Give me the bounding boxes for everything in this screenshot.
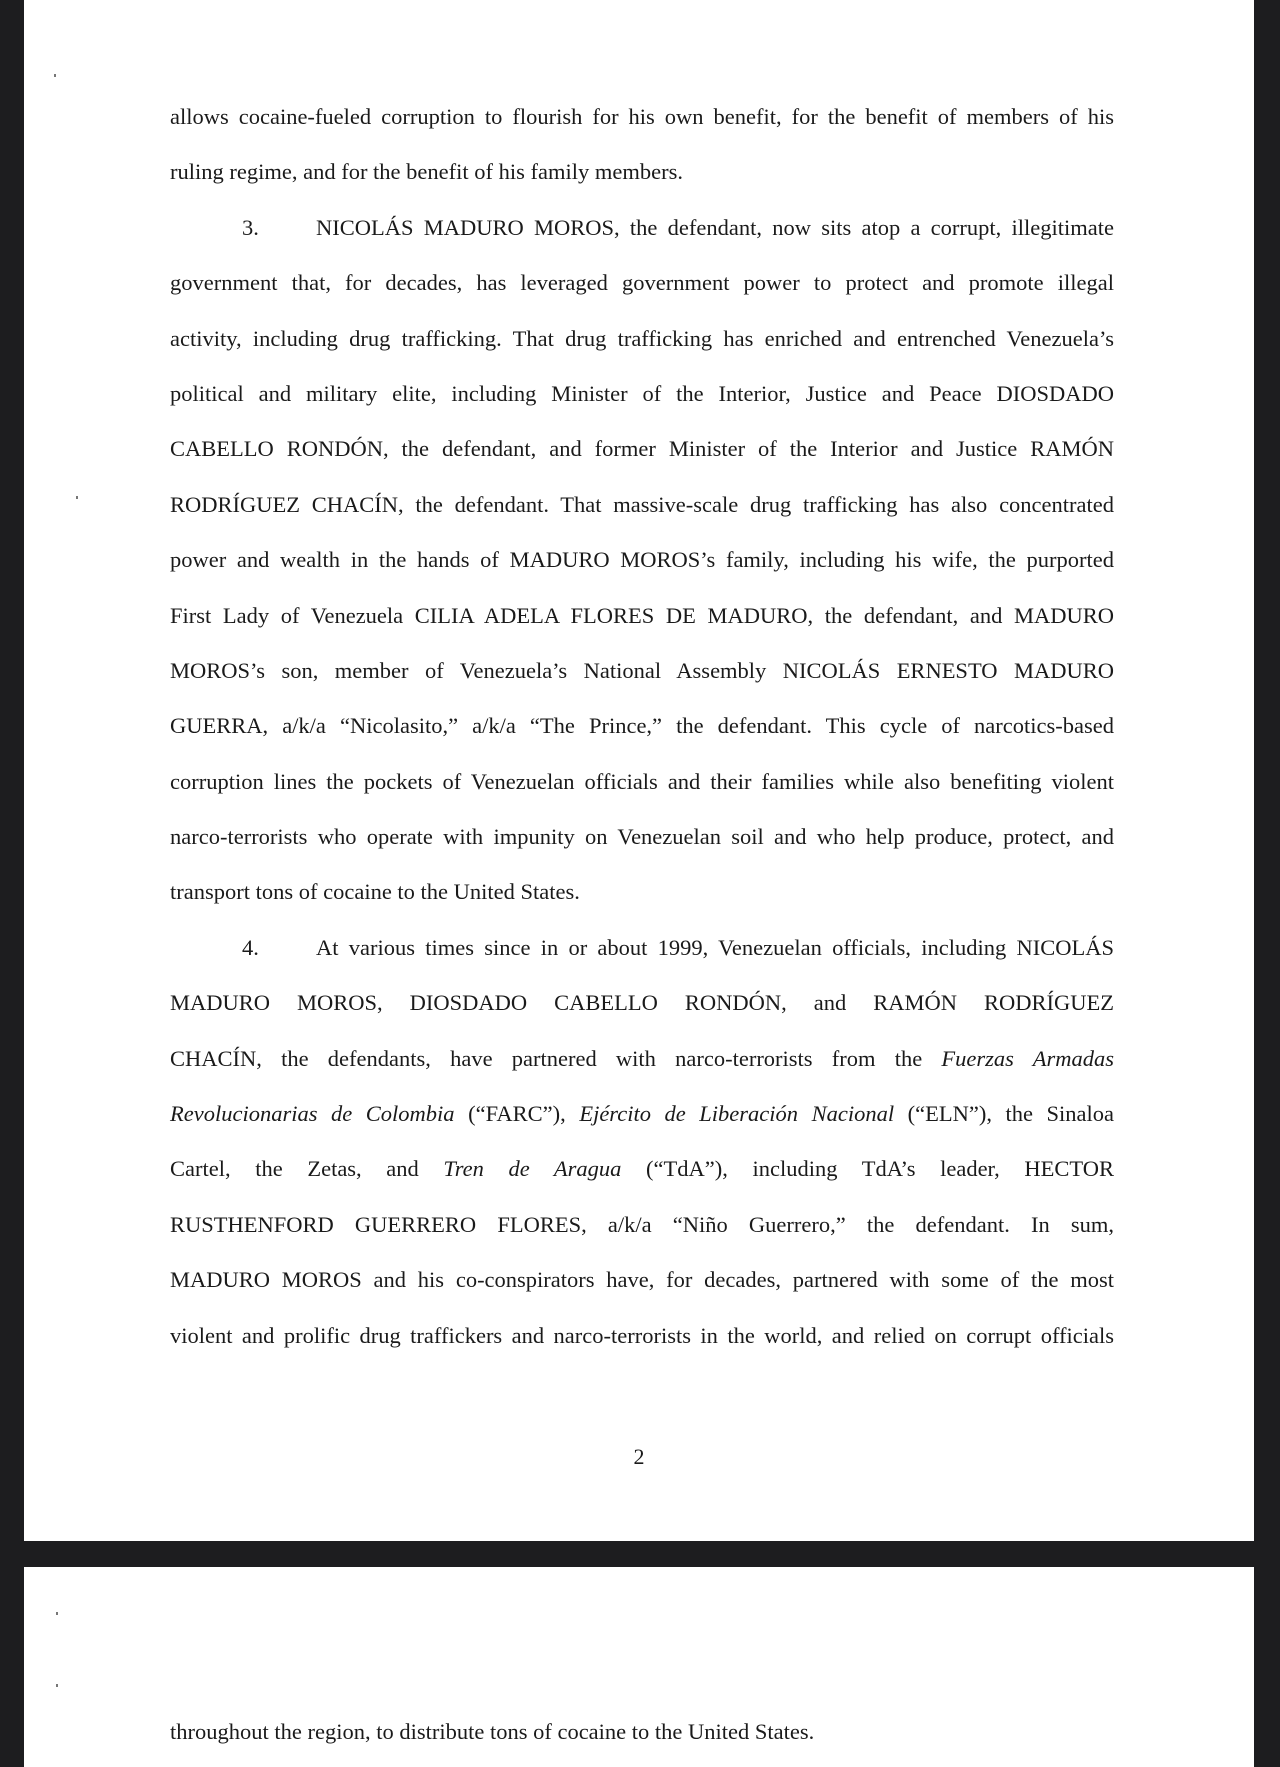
text-line xyxy=(170,255,1114,310)
text-segment: (“FARC”), xyxy=(454,1101,580,1127)
italic-text: Tren de Aragua xyxy=(443,1156,622,1182)
text-line xyxy=(170,920,1114,975)
scan-speck xyxy=(76,496,78,499)
text-line xyxy=(170,643,1114,698)
text-line xyxy=(170,311,1114,366)
scan-speck xyxy=(56,1612,58,1615)
page-2-body xyxy=(170,1704,1114,1759)
text-line xyxy=(170,144,1114,199)
text-segment: corruption lines the pockets of Venezuelan officials and their families while also benefiting violent xyxy=(170,768,1114,794)
italic-text: Revolucionarias de Colombia xyxy=(170,1101,455,1127)
text-segment: allows cocaine-fueled corruption to flourish for his own benefit, for the benefit of members of his xyxy=(170,104,1114,129)
paragraph-text xyxy=(316,200,1114,255)
text-segment: NICOLÁS MADURO MOROS, the defendant, now sits atop a corrupt, illegitimate xyxy=(316,214,1114,240)
paragraph-number: 4. xyxy=(242,934,259,960)
text-line xyxy=(170,421,1114,476)
text-line xyxy=(170,200,1114,255)
text-line xyxy=(170,1308,1114,1363)
text-segment: Cartel, the Zetas, and xyxy=(170,1156,444,1182)
text-segment: (“ELN”), the Sinaloa xyxy=(894,1101,1114,1127)
text-segment: MADURO MOROS, DIOSDADO CABELLO RONDÓN, and RAMÓN RODRÍGUEZ xyxy=(170,990,1114,1016)
text-line xyxy=(170,754,1114,809)
text-line xyxy=(170,1704,1114,1759)
text-segment: violent and prolific drug traffickers and narco-terrorists in the world, and relied on corrupt officials xyxy=(170,1322,1114,1348)
page-number: 2 xyxy=(633,1444,645,1469)
text-segment: MOROS’s son, member of Venezuela’s National Assembly NICOLÁS ERNESTO MADURO xyxy=(170,657,1114,683)
paragraph-text xyxy=(316,920,1114,975)
text-segment: First Lady of Venezuela CILIA ADELA FLORES DE MADURO, the defendant, and MADURO xyxy=(170,602,1114,628)
text-line xyxy=(170,1252,1114,1307)
text-line xyxy=(170,975,1114,1030)
text-segment: GUERRA, a/k/a “Nicolasito,” a/k/a “The Prince,” the defendant. This cycle of narcotics-based xyxy=(170,713,1114,739)
text-segment: activity, including drug trafficking. That drug trafficking has enriched and entrenched Venezuela’s xyxy=(170,325,1114,351)
italic-text: Ejército de Liberación Nacional xyxy=(579,1101,895,1127)
text-line xyxy=(170,532,1114,587)
text-segment: RUSTHENFORD GUERRERO FLORES, a/k/a “Niño Guerrero,” the defendant. In sum, xyxy=(170,1211,1114,1237)
text-line xyxy=(170,89,1114,144)
text-line xyxy=(170,477,1114,532)
text-line xyxy=(170,588,1114,643)
text-segment: transport tons of cocaine to the United States. xyxy=(170,879,580,905)
text-line xyxy=(170,1031,1114,1086)
text-segment: CHACÍN, the defendants, have partnered with narco-terrorists from the xyxy=(170,1045,942,1071)
scan-speck xyxy=(54,74,56,77)
scan-speck xyxy=(56,1684,58,1687)
text-segment: At various times since in or about 1999, Venezuelan officials, including NICOLÁS xyxy=(316,934,1114,960)
text-segment: (“TdA”), including TdA’s leader, HECTOR xyxy=(621,1156,1114,1182)
text-line xyxy=(170,698,1114,753)
text-segment: throughout the region, to distribute tons of cocaine to the United States. xyxy=(170,1719,815,1744)
text-segment: RODRÍGUEZ CHACÍN, the defendant. That massive-scale drug trafficking has also concentrated xyxy=(170,491,1114,517)
page-1-body xyxy=(170,89,1114,1363)
text-line xyxy=(170,809,1114,864)
paragraph-number: 3. xyxy=(242,214,259,240)
text-segment: government that, for decades, has leveraged government power to protect and promote illegal xyxy=(170,270,1114,296)
text-segment: power and wealth in the hands of MADURO MOROS’s family, including his wife, the purported xyxy=(170,547,1114,573)
text-line xyxy=(170,366,1114,421)
text-segment: political and military elite, including Minister of the Interior, Justice and Peace DIOSDADO xyxy=(170,380,1114,406)
text-line xyxy=(170,1197,1114,1252)
text-segment: narco-terrorists who operate with impunity on Venezuelan soil and who help produce, protect, and xyxy=(170,824,1114,850)
italic-text: Fuerzas Armadas xyxy=(941,1045,1114,1071)
text-segment: ruling regime, and for the benefit of his family members. xyxy=(170,159,683,185)
document-page-1 xyxy=(24,0,1254,1541)
text-line xyxy=(170,1086,1114,1141)
text-line xyxy=(170,1141,1114,1196)
document-page-2 xyxy=(24,1567,1254,1767)
text-segment: MADURO MOROS and his co-conspirators have, for decades, partnered with some of the most xyxy=(170,1267,1114,1293)
text-line xyxy=(170,864,1114,919)
text-segment: CABELLO RONDÓN, the defendant, and former Minister of the Interior and Justice RAMÓN xyxy=(170,436,1114,462)
